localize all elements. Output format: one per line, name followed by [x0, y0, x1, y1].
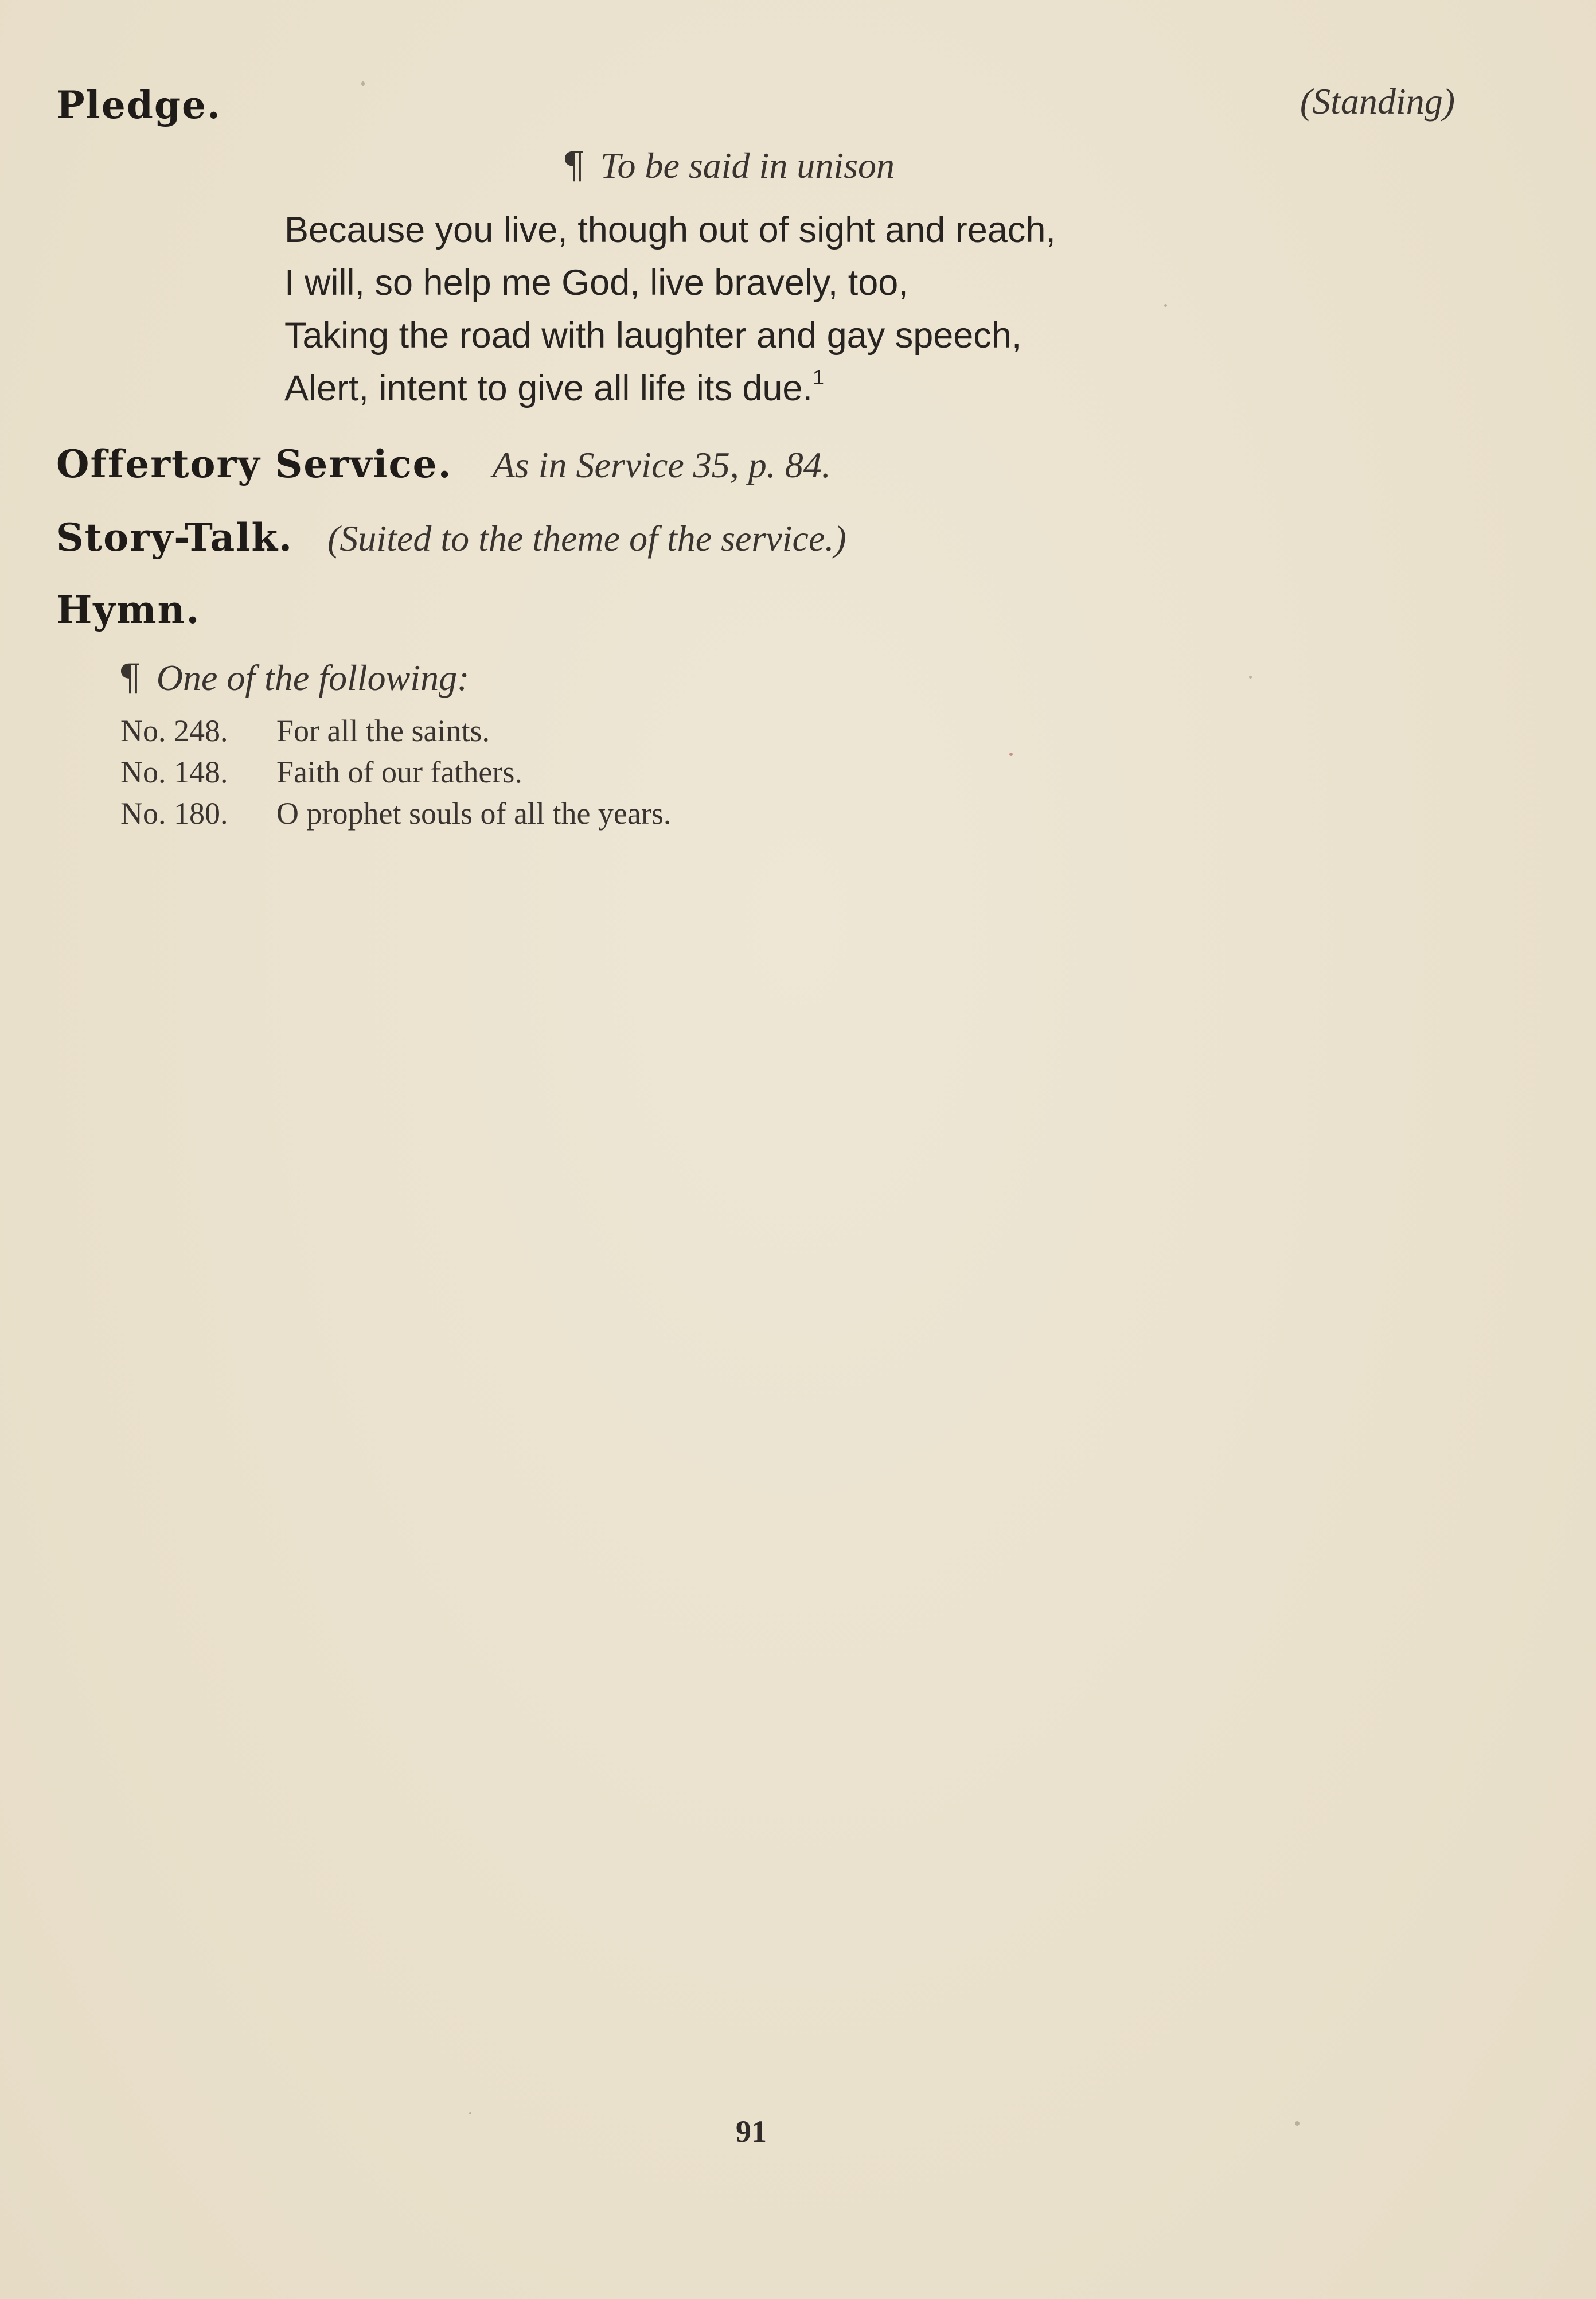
poem-line: Taking the road with laughter and gay speech,	[284, 315, 1022, 356]
hymn-list	[120, 710, 671, 834]
poem-line: Alert, intent to give all life its due.	[284, 368, 813, 408]
posture-note: (Standing)	[1300, 81, 1455, 122]
hymn-title: Faith of our fathers.	[276, 755, 522, 789]
poem-line-last	[284, 362, 1056, 415]
paper-speck	[1295, 2121, 1300, 2126]
offertory-note: As in Service 35, p. 84.	[492, 445, 831, 485]
pledge-instruction-text: To be said in unison	[600, 145, 895, 186]
page-number: 91	[736, 2114, 767, 2149]
hymn-title: For all the saints.	[276, 714, 490, 748]
story-talk-note: (Suited to the theme of the service.)	[327, 518, 846, 559]
list-item	[120, 710, 671, 751]
paper-speck	[1249, 676, 1252, 679]
pledge-heading: Pledge.	[56, 83, 221, 127]
footnote-marker: 1	[812, 365, 825, 389]
offertory-heading-line	[56, 442, 831, 486]
hymn-number: No. 248.	[120, 714, 228, 748]
pilcrow-icon: ¶	[562, 145, 586, 187]
hymn-title: O prophet souls of all the years.	[276, 796, 672, 831]
pledge-instruction	[562, 145, 895, 187]
paper-speck	[361, 81, 365, 86]
story-talk-heading-line	[56, 515, 846, 560]
hymn-instruction-text: One of the following:	[156, 657, 470, 698]
hymn-heading: Hymn.	[56, 587, 201, 632]
list-item	[120, 751, 671, 793]
paper-speck	[1009, 753, 1013, 756]
pilcrow-icon: ¶	[118, 657, 142, 699]
hymn-number: No. 148.	[120, 755, 228, 789]
poem-line: Because you live, though out of sight and reach,	[284, 210, 1056, 250]
poem-line: I will, so help me God, live bravely, too,	[284, 263, 908, 303]
hymn-number: No. 180.	[120, 796, 228, 831]
pledge-poem	[284, 204, 1056, 415]
paper-speck	[469, 2112, 471, 2114]
offertory-heading: Offertory Service.	[56, 442, 452, 486]
list-item	[120, 793, 671, 834]
story-talk-heading: Story-Talk.	[56, 515, 294, 560]
hymn-instruction	[118, 657, 469, 699]
paper-speck	[1164, 304, 1167, 307]
